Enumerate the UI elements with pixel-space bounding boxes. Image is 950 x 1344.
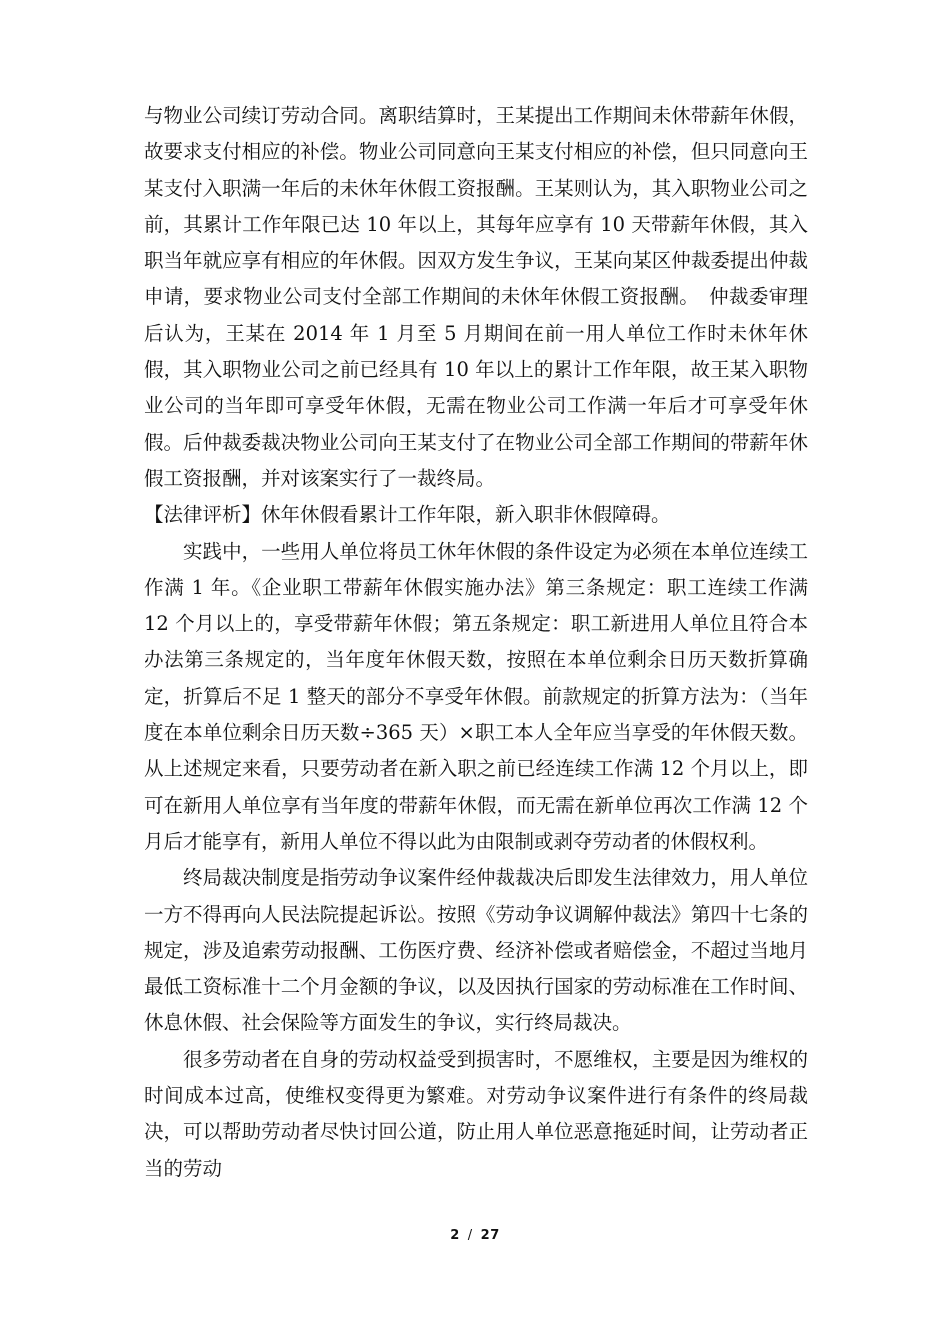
document-body (144, 98, 808, 1187)
page-separator: / (467, 1228, 473, 1243)
total-pages: 27 (480, 1228, 500, 1243)
rights-paragraph: 很多劳动者在自身的劳动权益受到损害时，不愿维权，主要是因为维权的时间成本过高，使维权变得更为繁难。对劳动争议案件进行有条件的终局裁决，可以帮助劳动者尽快讨回公道，防止用人单位恶意拖延时间，让劳动者正当的劳动 (144, 1047, 808, 1180)
practice-paragraph: 实践中，一些用人单位将员工休年休假的条件设定为必须在本单位连续工作满 1 年。《企业职工带薪年休假实施办法》第三条规定：职工连续工作满 12 个月以上的，享受带薪年休假；第五条规定：职工新进用人单位且符合本办法第三条规定的，当年度年休假天数，按照在本单位剩余日历天数折算确定，折算后不足 1 整天的部分不享受年休假。前款规定的折算方法为：（当年度在本单位剩余日历天数÷365 天）×职工本人全年应当享受的年休假天数。从上述规定来看，只要劳动者在新入职之前已经连续工作满 12 个月以上，即可在新用人单位享有当年度的带薪年休假，而无需在新单位再次工作满 12 个月后才能享有，新用人单位不得以此为由限制或剥夺劳动者的休假权利。 (144, 539, 808, 853)
final-ruling-paragraph: 终局裁决制度是指劳动争议案件经仲裁裁决后即发生法律效力，用人单位一方不得再向人民法院提起诉讼。按照《劳动争议调解仲裁法》第四十七条的规定，涉及追索劳动报酬、工伤医疗费、经济补偿或者赔偿金，不超过当地月最低工资标准十二个月金额的争议，以及因执行国家的劳动标准在工作时间、休息休假、社会保险等方面发生的争议，实行终局裁决。 (144, 866, 808, 1035)
page-number (0, 1228, 950, 1243)
legal-analysis-heading: 【法律评析】休年休假看累计工作年限，新入职非休假障碍。 (144, 503, 671, 527)
case-paragraph: 与物业公司续订劳动合同。离职结算时，王某提出工作期间未休带薪年休假，故要求支付相应的补偿。物业公司同意向王某支付相应的补偿，但只同意向王某支付入职满一年后的未休年休假工资报酬。王某则认为，其入职物业公司之前，其累计工作年限已达 10 年以上，其每年应享有 10 天带薪年休假，其入职当年就应享有相应的年休假。因双方发生争议，王某向某区仲裁委提出仲裁申请，要求物业公司支付全部工作期间的未休年休假工资报酬。 仲裁委审理后认为，王某在 2014 年 1 月至 5 月期间在前一用人单位工作时未休年休假，其入职物业公司之前已经具有 10 年以上的累计工作年限，故王某入职物业公司的当年即可享受年休假，无需在物业公司工作满一年后才可享受年休假。后仲裁委裁决物业公司向王某支付了在物业公司全部工作期间的带薪年休假工资报酬，并对该案实行了一裁终局。 (144, 104, 808, 490)
current-page-number: 2 (450, 1228, 460, 1243)
